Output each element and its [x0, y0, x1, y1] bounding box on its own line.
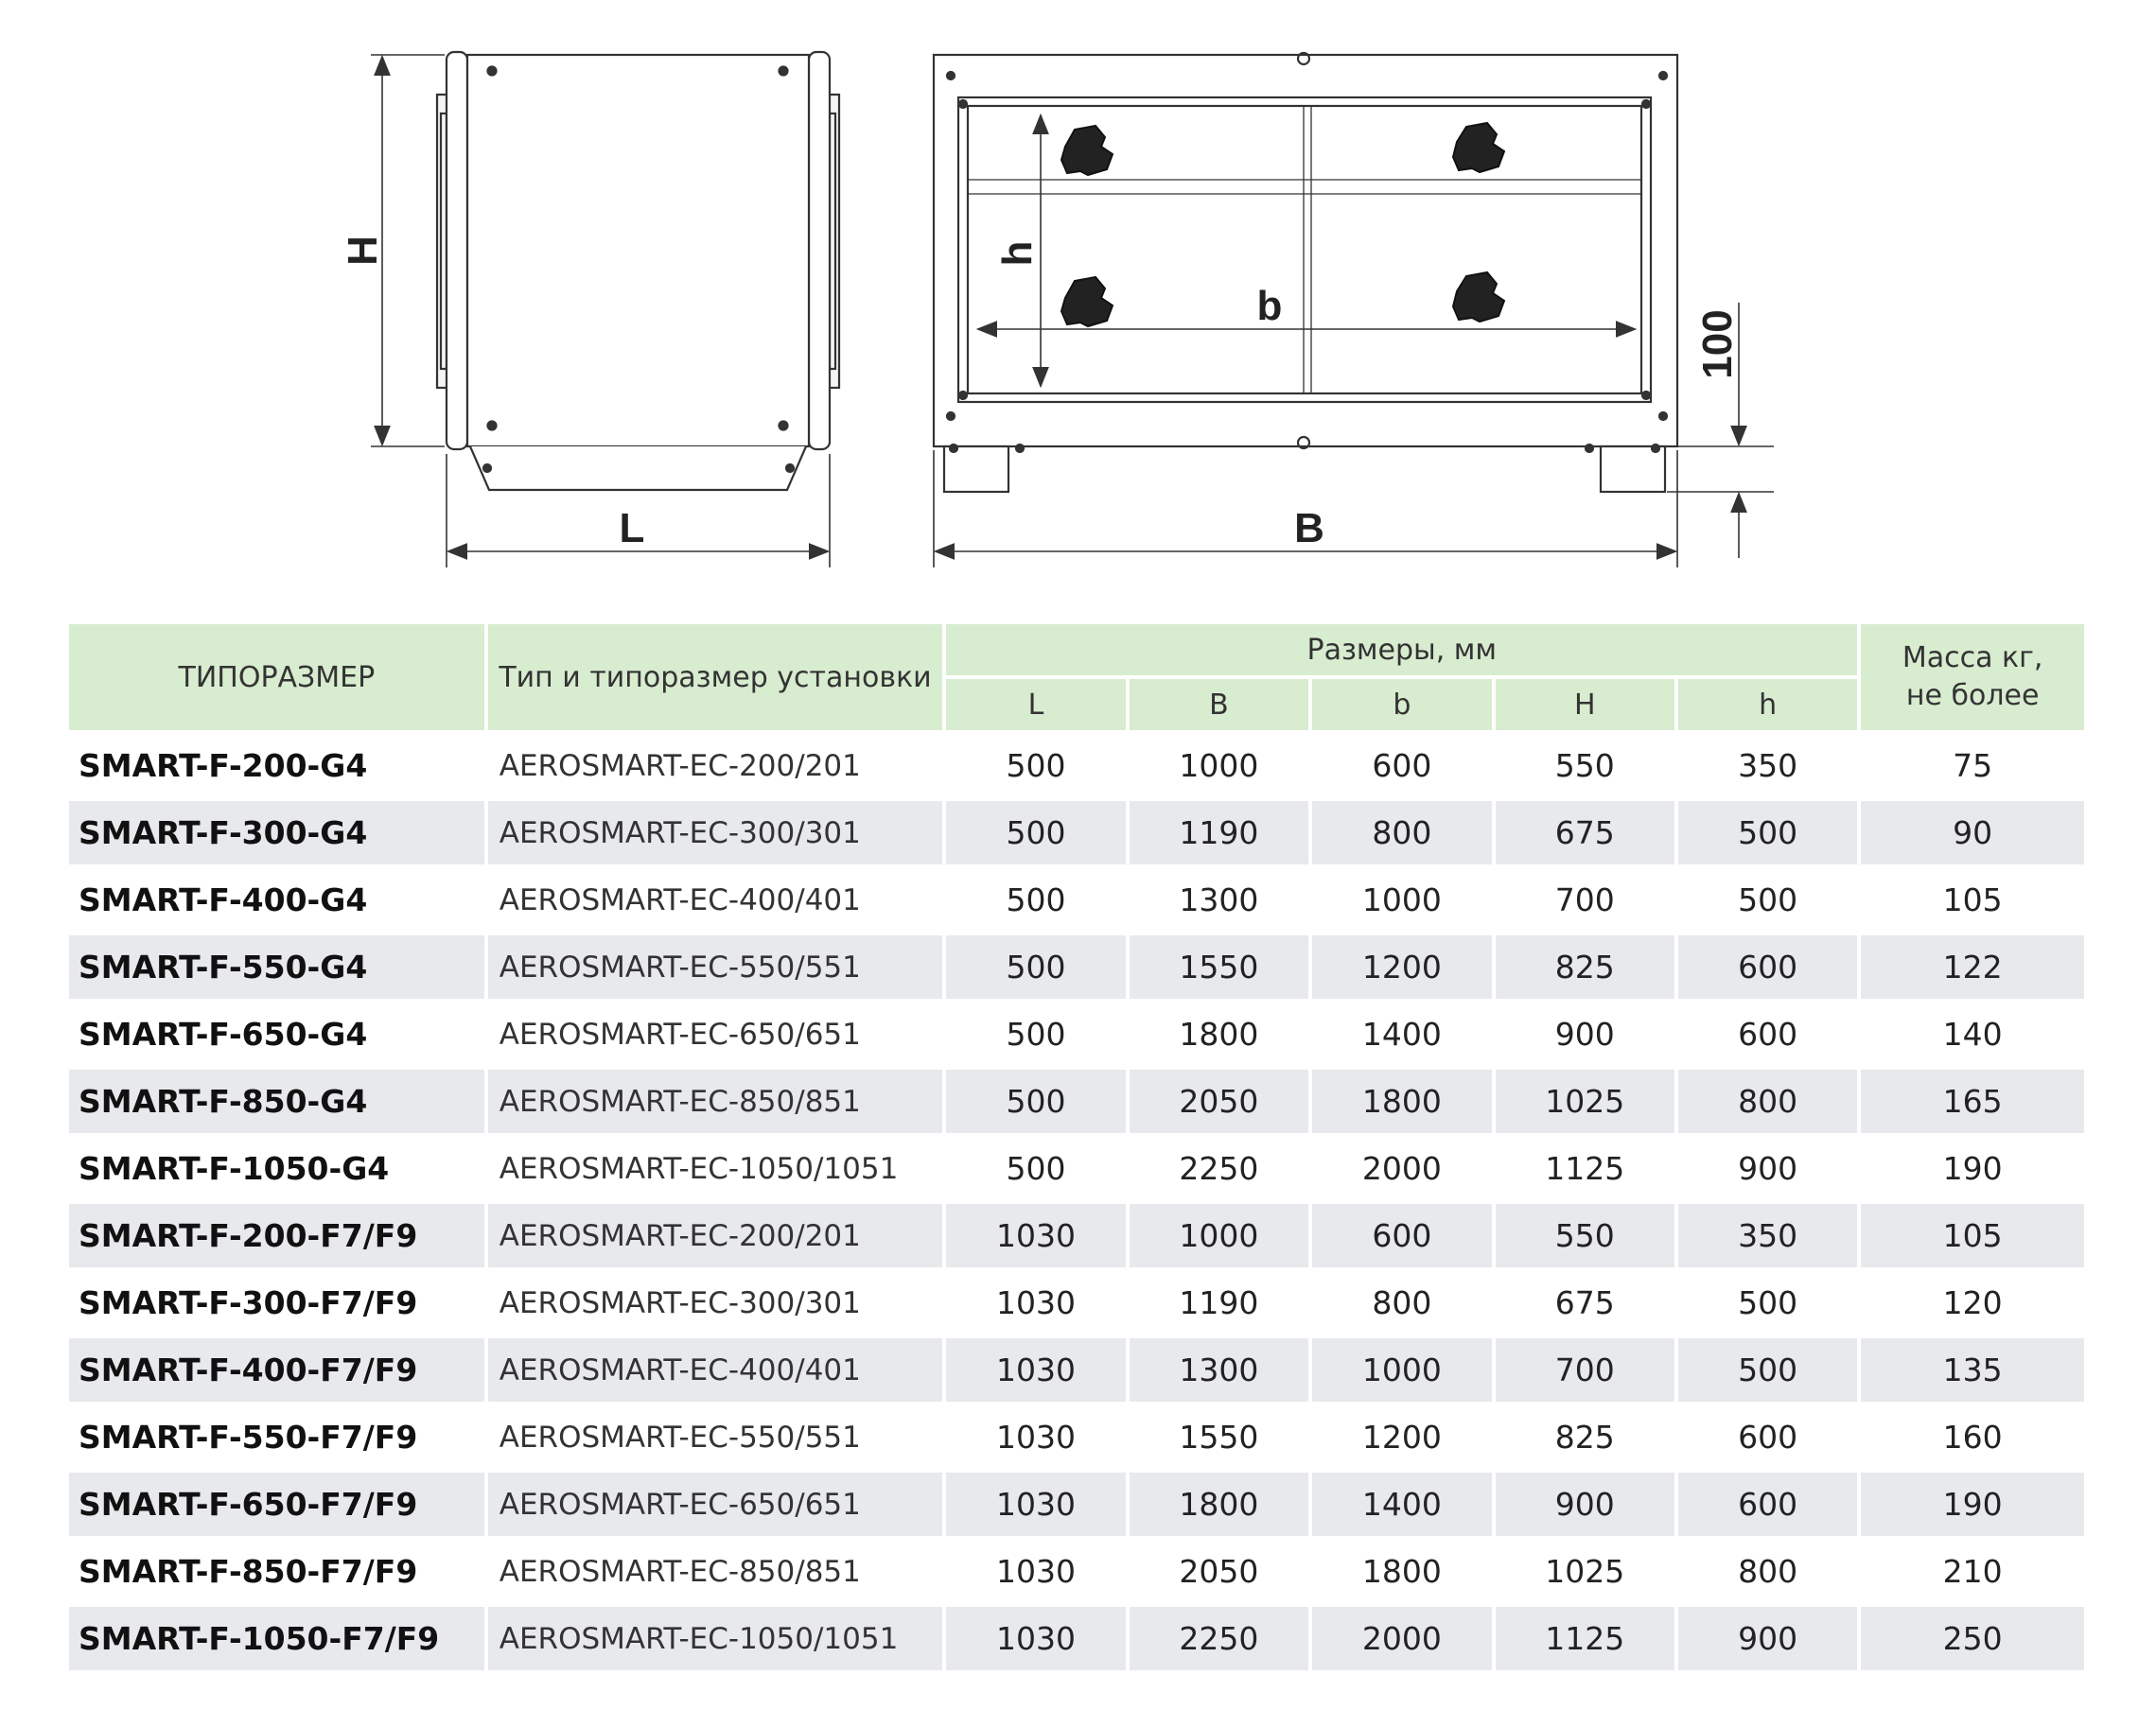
cell-L: 1030: [946, 1540, 1125, 1603]
header-type: Тип и типоразмер установки: [488, 624, 943, 730]
dim-label-h: h: [994, 240, 1041, 267]
header-size: ТИПОРАЗМЕР: [69, 624, 484, 730]
table-row: [69, 868, 2084, 932]
cell-h: 800: [1678, 1540, 1857, 1603]
cell-B: 2250: [1130, 1137, 1308, 1200]
cell-b: 1400: [1312, 1003, 1491, 1066]
cell-h: 350: [1678, 734, 1857, 797]
cell-L: 500: [946, 801, 1125, 864]
table-row: [69, 1204, 2084, 1267]
cell-h: 600: [1678, 1405, 1857, 1469]
cell-size: SMART-F-400-G4: [69, 868, 484, 932]
cell-H: 700: [1496, 1338, 1674, 1402]
table-row: [69, 801, 2084, 864]
side-view-drawing-icon: [437, 52, 839, 490]
spec-table: [65, 620, 2088, 1674]
cell-type: AEROSMART-EC-650/651: [488, 1473, 943, 1536]
cell-type: AEROSMART-EC-400/401: [488, 868, 943, 932]
cell-mass: 250: [1861, 1607, 2084, 1670]
cell-mass: 120: [1861, 1271, 2084, 1334]
cell-mass: 190: [1861, 1473, 2084, 1536]
table-row: [69, 734, 2084, 797]
cell-B: 1000: [1130, 1204, 1308, 1267]
cell-h: 600: [1678, 1473, 1857, 1536]
cell-mass: 160: [1861, 1405, 2084, 1469]
cell-type: AEROSMART-EC-200/201: [488, 734, 943, 797]
cell-H: 675: [1496, 1271, 1674, 1334]
table-row: [69, 1405, 2084, 1469]
cell-H: 900: [1496, 1003, 1674, 1066]
cell-h: 600: [1678, 935, 1857, 999]
cell-size: SMART-F-200-F7/F9: [69, 1204, 484, 1267]
cell-L: 500: [946, 1070, 1125, 1133]
cell-type: AEROSMART-EC-300/301: [488, 1271, 943, 1334]
cell-size: SMART-F-650-G4: [69, 1003, 484, 1066]
cell-type: AEROSMART-EC-850/851: [488, 1070, 943, 1133]
cell-type: AEROSMART-EC-300/301: [488, 801, 943, 864]
header-dim-h: h: [1678, 679, 1857, 730]
cell-h: 800: [1678, 1070, 1857, 1133]
dim-label-L: L: [619, 505, 645, 551]
table-row: [69, 1607, 2084, 1670]
cell-H: 1025: [1496, 1070, 1674, 1133]
cell-L: 1030: [946, 1607, 1125, 1670]
cell-B: 2050: [1130, 1070, 1308, 1133]
cell-H: 550: [1496, 1204, 1674, 1267]
technical-drawing: [0, 0, 2156, 605]
table-row: [69, 1003, 2084, 1066]
table-row: [69, 1271, 2084, 1334]
cell-H: 900: [1496, 1473, 1674, 1536]
cell-B: 1190: [1130, 801, 1308, 864]
cell-b: 600: [1312, 734, 1491, 797]
cell-b: 800: [1312, 801, 1491, 864]
cell-type: AEROSMART-EC-650/651: [488, 1003, 943, 1066]
cell-b: 1000: [1312, 1338, 1491, 1402]
table-row: [69, 1540, 2084, 1603]
dim-label-B: B: [1294, 505, 1324, 551]
cell-H: 1125: [1496, 1137, 1674, 1200]
cell-L: 1030: [946, 1271, 1125, 1334]
table-row: [69, 1070, 2084, 1133]
cell-B: 2050: [1130, 1540, 1308, 1603]
cell-H: 825: [1496, 1405, 1674, 1469]
cell-h: 500: [1678, 1338, 1857, 1402]
cell-mass: 90: [1861, 801, 2084, 864]
cell-mass: 135: [1861, 1338, 2084, 1402]
cell-L: 500: [946, 868, 1125, 932]
cell-b: 1200: [1312, 1405, 1491, 1469]
cell-size: SMART-F-650-F7/F9: [69, 1473, 484, 1536]
cell-H: 1025: [1496, 1540, 1674, 1603]
cell-b: 1800: [1312, 1070, 1491, 1133]
cell-B: 1000: [1130, 734, 1308, 797]
cell-type: AEROSMART-EC-400/401: [488, 1338, 943, 1402]
cell-h: 350: [1678, 1204, 1857, 1267]
cell-size: SMART-F-850-F7/F9: [69, 1540, 484, 1603]
cell-L: 500: [946, 1137, 1125, 1200]
cell-L: 1030: [946, 1405, 1125, 1469]
cell-b: 1400: [1312, 1473, 1491, 1536]
cell-B: 1190: [1130, 1271, 1308, 1334]
cell-type: AEROSMART-EC-1050/1051: [488, 1137, 943, 1200]
cell-type: AEROSMART-EC-550/551: [488, 1405, 943, 1469]
cell-b: 1000: [1312, 868, 1491, 932]
cell-L: 500: [946, 734, 1125, 797]
cell-h: 600: [1678, 1003, 1857, 1066]
cell-mass: 140: [1861, 1003, 2084, 1066]
front-view-drawing-icon: [934, 53, 1677, 492]
cell-B: 1300: [1130, 868, 1308, 932]
cell-H: 1125: [1496, 1607, 1674, 1670]
dim-label-b: b: [1256, 283, 1283, 329]
cell-mass: 165: [1861, 1070, 2084, 1133]
cell-B: 2250: [1130, 1607, 1308, 1670]
cell-b: 600: [1312, 1204, 1491, 1267]
cell-b: 2000: [1312, 1607, 1491, 1670]
cell-L: 1030: [946, 1338, 1125, 1402]
dim-label-leg-height: 100: [1694, 309, 1741, 379]
cell-h: 500: [1678, 1271, 1857, 1334]
cell-H: 700: [1496, 868, 1674, 932]
cell-H: 825: [1496, 935, 1674, 999]
cell-L: 500: [946, 1003, 1125, 1066]
cell-mass: 75: [1861, 734, 2084, 797]
cell-size: SMART-F-200-G4: [69, 734, 484, 797]
cell-mass: 190: [1861, 1137, 2084, 1200]
cell-B: 1300: [1130, 1338, 1308, 1402]
table-row: [69, 1137, 2084, 1200]
header-dim-H: H: [1496, 679, 1674, 730]
cell-size: SMART-F-400-F7/F9: [69, 1338, 484, 1402]
cell-h: 900: [1678, 1137, 1857, 1200]
table-row: [69, 1473, 2084, 1536]
cell-mass: 105: [1861, 868, 2084, 932]
header-dim-L: L: [946, 679, 1125, 730]
cell-type: AEROSMART-EC-550/551: [488, 935, 943, 999]
cell-h: 500: [1678, 868, 1857, 932]
cell-size: SMART-F-550-G4: [69, 935, 484, 999]
table-body: [69, 734, 2084, 1670]
cell-mass: 210: [1861, 1540, 2084, 1603]
table-row: [69, 1338, 2084, 1402]
cell-b: 1800: [1312, 1540, 1491, 1603]
cell-h: 500: [1678, 801, 1857, 864]
cell-L: 1030: [946, 1204, 1125, 1267]
cell-B: 1800: [1130, 1003, 1308, 1066]
cell-size: SMART-F-550-F7/F9: [69, 1405, 484, 1469]
header-dim-b: b: [1312, 679, 1491, 730]
cell-H: 550: [1496, 734, 1674, 797]
cell-B: 1800: [1130, 1473, 1308, 1536]
cell-size: SMART-F-1050-F7/F9: [69, 1607, 484, 1670]
cell-size: SMART-F-300-F7/F9: [69, 1271, 484, 1334]
cell-size: SMART-F-1050-G4: [69, 1137, 484, 1200]
dim-label-H: H: [340, 236, 386, 266]
cell-b: 800: [1312, 1271, 1491, 1334]
cell-size: SMART-F-300-G4: [69, 801, 484, 864]
cell-L: 1030: [946, 1473, 1125, 1536]
cell-B: 1550: [1130, 1405, 1308, 1469]
cell-size: SMART-F-850-G4: [69, 1070, 484, 1133]
cell-B: 1550: [1130, 935, 1308, 999]
cell-H: 675: [1496, 801, 1674, 864]
header-dims-group: Размеры, мм: [946, 624, 1857, 675]
cell-h: 900: [1678, 1607, 1857, 1670]
cell-type: AEROSMART-EC-200/201: [488, 1204, 943, 1267]
cell-b: 1200: [1312, 935, 1491, 999]
cell-type: AEROSMART-EC-850/851: [488, 1540, 943, 1603]
table-row: [69, 935, 2084, 999]
header-mass: Масса кг, не более: [1861, 624, 2084, 730]
cell-L: 500: [946, 935, 1125, 999]
cell-type: AEROSMART-EC-1050/1051: [488, 1607, 943, 1670]
header-dim-B: B: [1130, 679, 1308, 730]
cell-b: 2000: [1312, 1137, 1491, 1200]
cell-mass: 105: [1861, 1204, 2084, 1267]
cell-mass: 122: [1861, 935, 2084, 999]
